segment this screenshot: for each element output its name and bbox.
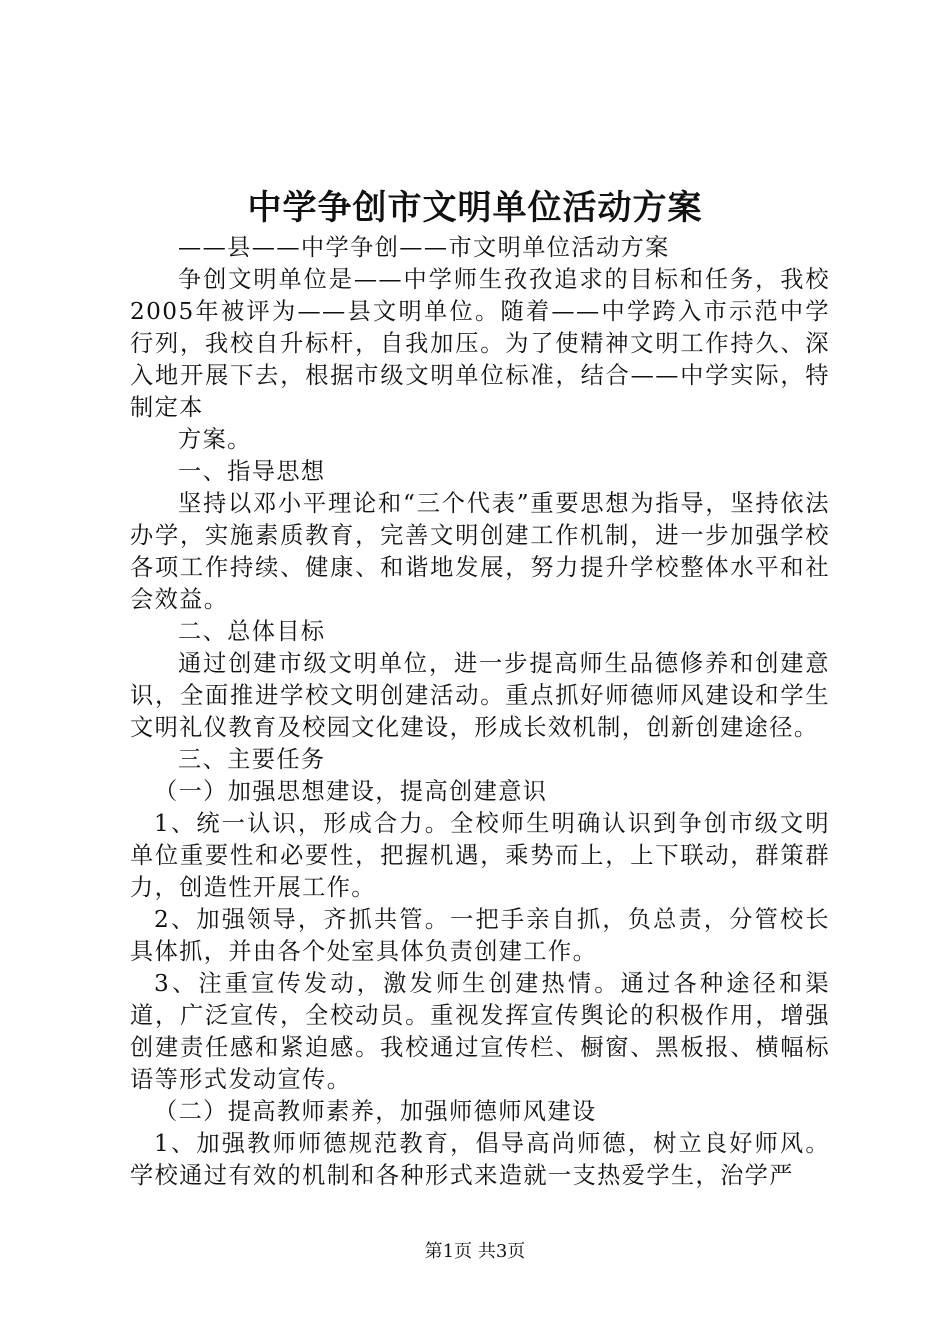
paragraph-task-2: 2、加强领导，齐抓共管。一把手亲自抓，负总责，分管校长具体抓，并由各个处室具体负责创建工作。 [130, 906, 830, 965]
paragraph-intro-end: 方案。 [178, 426, 252, 453]
subtitle-line: ——县——中学争创——市文明单位活动方案 [178, 234, 670, 261]
subheading-teacher-quality: （二）提高教师素养，加强师德师风建设 [154, 1098, 597, 1125]
heading-overall-goal: 二、总体目标 [178, 618, 326, 645]
subheading-ideology: （一）加强思想建设，提高创建意识 [154, 778, 548, 805]
document-body [130, 232, 830, 1192]
paragraph-guiding-thought: 坚持以邓小平理论和“三个代表”重要思想为指导，坚持依法办学，实施素质教育，完善文明创建工作机制，进一步加强学校各项工作持续、健康、和谐地发展，努力提升学校整体水平和社会效益。 [130, 490, 830, 613]
paragraph-teacher-1: 1、加强教师师德规范教育，倡导高尚师德，树立良好师风。学校通过有效的机制和各种形式来造就一支热爱学生，治学严 [130, 1130, 830, 1189]
page-footer: 第1页 共3页 [424, 1241, 526, 1262]
paragraph-intro: 争创文明单位是——中学师生孜孜追求的目标和任务，我校2005年被评为——县文明单位。随着——中学跨入市示范中学行列，我校自升标杆，自我加压。为了使精神文明工作持久、深入地开展下去，根据市级文明单位标准，结合——中学实际，特制定本 [130, 266, 830, 421]
paragraph-task-1: 1、统一认识，形成合力。全校师生明确认识到争创市级文明单位重要性和必要性，把握机遇，乘势而上，上下联动，群策群力，创造性开展工作。 [130, 810, 830, 901]
heading-main-tasks: 三、主要任务 [178, 746, 326, 773]
heading-guiding-thought: 一、指导思想 [178, 458, 326, 485]
paragraph-overall-goal: 通过创建市级文明单位，进一步提高师生品德修养和创建意识，全面推进学校文明创建活动。重点抓好师德师风建设和学生文明礼仪教育及校园文化建设，形成长效机制，创新创建途径。 [130, 650, 830, 741]
paragraph-task-3: 3、注重宣传发动，激发师生创建热情。通过各种途径和渠道，广泛宣传，全校动员。重视发挥宣传舆论的积极作用，增强创建责任感和紧迫感。我校通过宣传栏、橱窗、黑板报、横幅标语等形式发动宣传。 [130, 970, 830, 1093]
document-title: 中学争创市文明单位活动方案 [247, 188, 703, 228]
